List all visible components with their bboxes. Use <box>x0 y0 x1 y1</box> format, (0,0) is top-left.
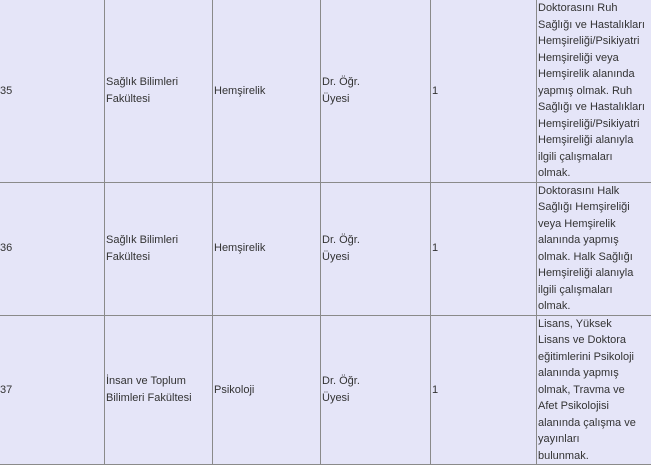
requirement-cell: Doktorasını Ruh Sağlığı ve Hastalıkları Hemşireliği/Psikiyatri Hemşireliği veya Hemşirelik alanında yapmış olmak. Ruh Sağlığı ve Hastalıkları Hemşireliği/Psikiyatri Hemşireliği alanıyla ilgili çalışmaları olmak. <box>537 0 651 182</box>
department-cell: Hemşirelik <box>213 0 321 182</box>
title-cell: Dr. Öğr. Üyesi <box>321 0 431 182</box>
faculty-cell: İnsan ve Toplum Bilimleri Fakültesi <box>105 315 213 465</box>
row-number: 36 <box>0 182 105 315</box>
faculty-cell: Sağlık Bilimleri Fakültesi <box>105 0 213 182</box>
department-cell: Psikoloji <box>213 315 321 465</box>
count-cell: 1 <box>431 182 537 315</box>
row-number: 35 <box>0 0 105 182</box>
title-cell: Dr. Öğr. Üyesi <box>321 182 431 315</box>
table-row <box>0 315 651 465</box>
requirement-cell: Lisans, Yüksek Lisans ve Doktora eğitimlerini Psikoloji alanında yapmış olmak, Travma ve Afet Psikolojisi alanında çalışma ve yayınları bulunmak. <box>537 315 651 465</box>
count-cell: 1 <box>431 0 537 182</box>
row-number: 37 <box>0 315 105 465</box>
department-cell: Hemşirelik <box>213 182 321 315</box>
table-row <box>0 182 651 315</box>
faculty-cell: Sağlık Bilimleri Fakültesi <box>105 182 213 315</box>
requirement-cell: Doktorasını Halk Sağlığı Hemşireliği veya Hemşirelik alanında yapmış olmak. Halk Sağlığı Hemşireliği alanıyla ilgili çalışmaları olmak. <box>537 182 651 315</box>
table-row <box>0 0 651 182</box>
count-cell: 1 <box>431 315 537 465</box>
title-cell: Dr. Öğr. Üyesi <box>321 315 431 465</box>
